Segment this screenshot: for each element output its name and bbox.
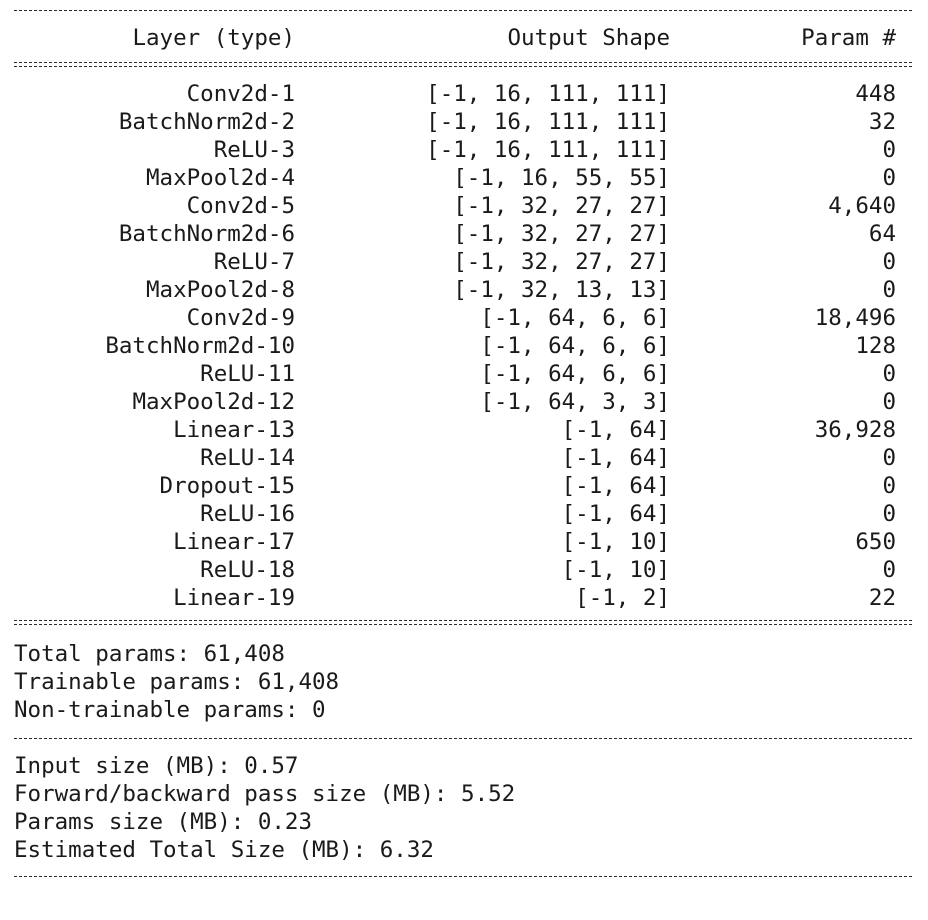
params-rule [14,738,912,739]
row-param: 32 [868,109,896,135]
row-layer: BatchNorm2d-2 [118,109,295,135]
row-shape: [-1, 16, 111, 111] [426,137,670,163]
table-row [14,360,912,388]
row-layer: BatchNorm2d-6 [118,221,295,247]
row-shape: [-1, 64] [561,473,670,499]
non-trainable-params: Non-trainable params: 0 [14,697,326,723]
row-shape: [-1, 16, 111, 111] [426,109,670,135]
row-param: 0 [882,445,896,471]
row-param: 22 [868,585,896,611]
row-layer: ReLU-7 [213,249,295,275]
row-layer: Conv2d-5 [186,193,295,219]
row-param: 650 [855,529,896,555]
top-rule [14,10,912,11]
row-shape: [-1, 64, 3, 3] [480,389,670,415]
row-shape: [-1, 64] [561,417,670,443]
row-param: 448 [855,81,896,107]
table-row [14,220,912,248]
table-row [14,556,912,584]
table-row [14,136,912,164]
table-row [14,164,912,192]
input-size: Input size (MB): 0.57 [14,753,299,779]
table-row [14,388,912,416]
row-shape: [-1, 64] [561,445,670,471]
table-row [14,416,912,444]
table-row [14,248,912,276]
row-layer: ReLU-18 [200,557,295,583]
table-row [14,108,912,136]
total-params: Total params: 61,408 [14,641,285,667]
row-param: 0 [882,361,896,387]
table-row [14,192,912,220]
row-layer: ReLU-3 [213,137,295,163]
header-shape: Output Shape [507,25,670,51]
row-layer: ReLU-16 [200,501,295,527]
row-layer: Linear-13 [173,417,295,443]
rows-end-rule [14,620,912,621]
row-param: 36,928 [814,417,896,443]
row-layer: MaxPool2d-12 [132,389,295,415]
row-param: 0 [882,557,896,583]
header-layer: Layer (type) [132,25,295,51]
row-param: 0 [882,473,896,499]
trainable-params: Trainable params: 61,408 [14,669,340,695]
header-rule [14,62,912,63]
table-row [14,304,912,332]
table-row [14,444,912,472]
params-size: Params size (MB): 0.23 [14,809,313,835]
table-row [14,276,912,304]
row-layer: MaxPool2d-4 [145,165,295,191]
table-row [14,80,912,108]
row-shape: [-1, 64, 6, 6] [480,333,670,359]
row-shape: [-1, 16, 55, 55] [453,165,670,191]
row-param: 0 [882,249,896,275]
table-row [14,472,912,500]
row-layer: Conv2d-1 [186,81,295,107]
header-row [14,24,912,52]
row-shape: [-1, 32, 27, 27] [453,221,670,247]
row-param: 18,496 [814,305,896,331]
row-layer: BatchNorm2d-10 [105,333,295,359]
row-layer: ReLU-11 [200,361,295,387]
table-row [14,528,912,556]
row-layer: Dropout-15 [159,473,295,499]
row-shape: [-1, 64, 6, 6] [480,305,670,331]
row-layer: Linear-17 [173,529,295,555]
row-layer: ReLU-14 [200,445,295,471]
row-shape: [-1, 64, 6, 6] [480,361,670,387]
table-row [14,500,912,528]
bottom-rule [14,876,912,877]
row-layer: MaxPool2d-8 [145,277,295,303]
row-shape: [-1, 10] [561,557,670,583]
row-layer: Conv2d-9 [186,305,295,331]
row-shape: [-1, 32, 27, 27] [453,193,670,219]
row-param: 128 [855,333,896,359]
estimated-total-size: Estimated Total Size (MB): 6.32 [14,837,434,863]
row-param: 64 [868,221,896,247]
row-shape: [-1, 64] [561,501,670,527]
row-param: 0 [882,501,896,527]
header-param: Param # [801,25,896,51]
row-shape: [-1, 10] [561,529,670,555]
row-shape: [-1, 2] [575,585,670,611]
row-shape: [-1, 16, 111, 111] [426,81,670,107]
forward-backward-size: Forward/backward pass size (MB): 5.52 [14,781,516,807]
row-param: 0 [882,165,896,191]
table-row [14,332,912,360]
row-layer: Linear-19 [173,585,295,611]
row-shape: [-1, 32, 27, 27] [453,249,670,275]
row-param: 4,640 [828,193,896,219]
table-row [14,584,912,612]
row-param: 0 [882,389,896,415]
row-param: 0 [882,277,896,303]
row-shape: [-1, 32, 13, 13] [453,277,670,303]
row-param: 0 [882,137,896,163]
